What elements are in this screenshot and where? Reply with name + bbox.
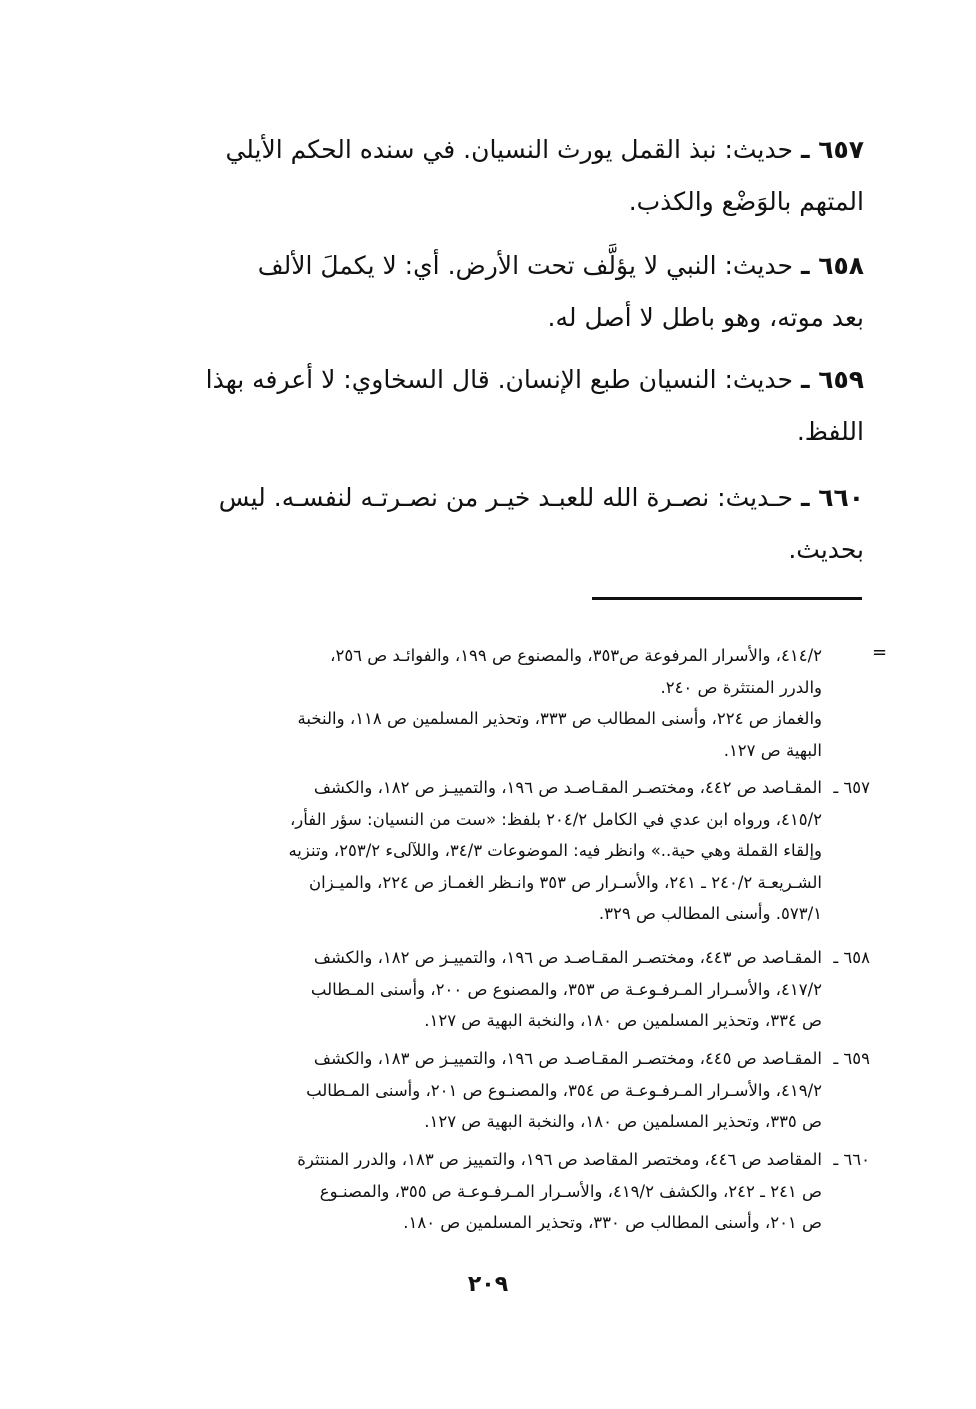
entry-660 bbox=[122, 472, 864, 576]
footnote-line: المقـاصد ص ٤٤٥، ومختصـر المقـاصـد ص ١٩٦، والتمييـز ص ١٨٣، والكشف bbox=[313, 1049, 822, 1068]
footnote-line: ص ٣٣٥، وتحذير المسلمين ص ١٨٠، والنخبة البهية ص ١٢٧. bbox=[424, 1112, 822, 1131]
footnote-separator bbox=[592, 597, 862, 600]
entry-line bbox=[122, 240, 864, 292]
entry-number: ٦٥٩ ـ bbox=[800, 365, 864, 394]
footnote-line: ص ٣٣٤، وتحذير المسلمين ص ١٨٠، والنخبة البهية ص ١٢٧. bbox=[424, 1011, 822, 1030]
footnote-line: والدرر المنتثرة ص ٢٤٠. bbox=[660, 677, 822, 697]
entry-text: حـديث: نصـرة الله للعبـد خيـر من نصـرتـه لنفسـه. ليس bbox=[218, 483, 794, 512]
footnote-657 bbox=[120, 772, 870, 930]
footnote-line: المقـاصد ص ٤٤٣، ومختصـر المقـاصـد ص ١٩٦، والتمييـز ص ١٨٢، والكشف bbox=[313, 948, 822, 967]
entry-text: حديث: النبي لا يؤلَّف تحت الأرض. أي: لا يكملَ الألف bbox=[257, 251, 794, 280]
entry-text: حديث: النسيان طبع الإنسان. قال السخاوي: لا أعرفه بهذا bbox=[205, 365, 794, 394]
entry-number: ٦٦٠ ـ bbox=[800, 483, 864, 512]
entry-658 bbox=[122, 240, 864, 344]
footnote-658 bbox=[120, 942, 870, 1037]
entry-number: ٦٥٧ ـ bbox=[800, 135, 864, 164]
entry-659 bbox=[122, 354, 864, 458]
footnote-line: وإلقاء القملة وهي حية..» وانظر فيه: الموضوعات ٣٤/٣، واللآلىء ٢٥٣/٢، وتنزيه bbox=[288, 841, 822, 860]
entry-text: حديث: نبذ القمل يورث النسيان. في سنده الحكم الأيلي bbox=[225, 135, 794, 164]
entry-text: المتهم بالوَضْع والكذب. bbox=[628, 187, 864, 216]
footnote-number: ٦٥٩ ـ bbox=[833, 1049, 870, 1068]
footnote-line: ٤١٥/٢، ورواه ابن عدي في الكامل ٢٠٤/٢ بلفظ: «ست من النسيان: سؤر الفأر، bbox=[289, 809, 822, 829]
entry-line bbox=[122, 472, 864, 524]
entry-text: بحديث. bbox=[788, 535, 864, 564]
footnote-line: المقاصد ص ٤٤٦، ومختصر المقاصد ص ١٩٦، والتمييز ص ١٨٣، والدرر المنتثرة bbox=[297, 1150, 822, 1169]
footnote-line: الشـريعـة ٢٤٠/٢ ـ ٢٤١، والأسـرار ص ٣٥٣ وانـظر الغمـاز ص ٢٢٤، والميـزان bbox=[309, 872, 822, 892]
entry-line bbox=[122, 524, 864, 576]
continued-marker: = bbox=[872, 642, 888, 663]
footnote-line: ٤١٧/٢، والأسـرار المـرفـوعـة ص ٣٥٣، والمصنوع ص ٢٠٠، وأسنى المـطالب bbox=[310, 979, 822, 999]
footnote-line: ٥٧٣/١. وأسنى المطالب ص ٣٢٩. bbox=[598, 904, 822, 923]
footnote-line: والغماز ص ٢٢٤، وأسنى المطالب ص ٣٣٣، وتحذير المسلمين ص ١١٨، والنخبة bbox=[297, 709, 822, 728]
entry-text: اللفظ. bbox=[796, 417, 864, 446]
footnote-number: ٦٥٨ ـ bbox=[833, 948, 870, 967]
entry-line bbox=[122, 354, 864, 406]
entry-line bbox=[122, 124, 864, 176]
footnote-number: ٦٥٧ ـ bbox=[833, 778, 870, 797]
footnote-line: ص ٢٤١ ـ ٢٤٢، والكشف ٤١٩/٢، والأسـرار المـرفـوعـة ص ٣٥٥، والمصنـوع bbox=[319, 1181, 822, 1201]
footnote-line: البهية ص ١٢٧. bbox=[723, 740, 822, 760]
footnote-line: المقـاصد ص ٤٤٢، ومختصـر المقـاصـد ص ١٩٦، والتمييـز ص ١٨٢، والكشف bbox=[313, 778, 822, 797]
entry-line bbox=[122, 292, 864, 344]
footnote-line: ٤١٤/٢، والأسرار المرفوعة ص٣٥٣، والمصنوع ص ١٩٩، والفوائـد ص ٢٥٦، bbox=[330, 646, 822, 665]
entry-657 bbox=[122, 124, 864, 228]
footnote-continued bbox=[120, 640, 866, 766]
page-number: ٢٠٩ bbox=[467, 1272, 509, 1297]
entry-number: ٦٥٨ ـ bbox=[800, 251, 864, 280]
footnote-660 bbox=[120, 1144, 870, 1239]
entry-text: بعد موته، وهو باطل لا أصل له. bbox=[547, 303, 864, 332]
footnote-number: ٦٦٠ ـ bbox=[833, 1150, 870, 1169]
footnote-659 bbox=[120, 1043, 870, 1138]
footnote-line: ٤١٩/٢، والأسـرار المـرفـوعـة ص ٣٥٤، والمصنـوع ص ٢٠١، وأسنى المـطالب bbox=[306, 1080, 822, 1100]
footnote-line: ص ٢٠١، وأسنى المطالب ص ٣٣٠، وتحذير المسلمين ص ١٨٠. bbox=[403, 1213, 822, 1232]
entry-line bbox=[122, 406, 864, 458]
entry-line bbox=[122, 176, 864, 228]
